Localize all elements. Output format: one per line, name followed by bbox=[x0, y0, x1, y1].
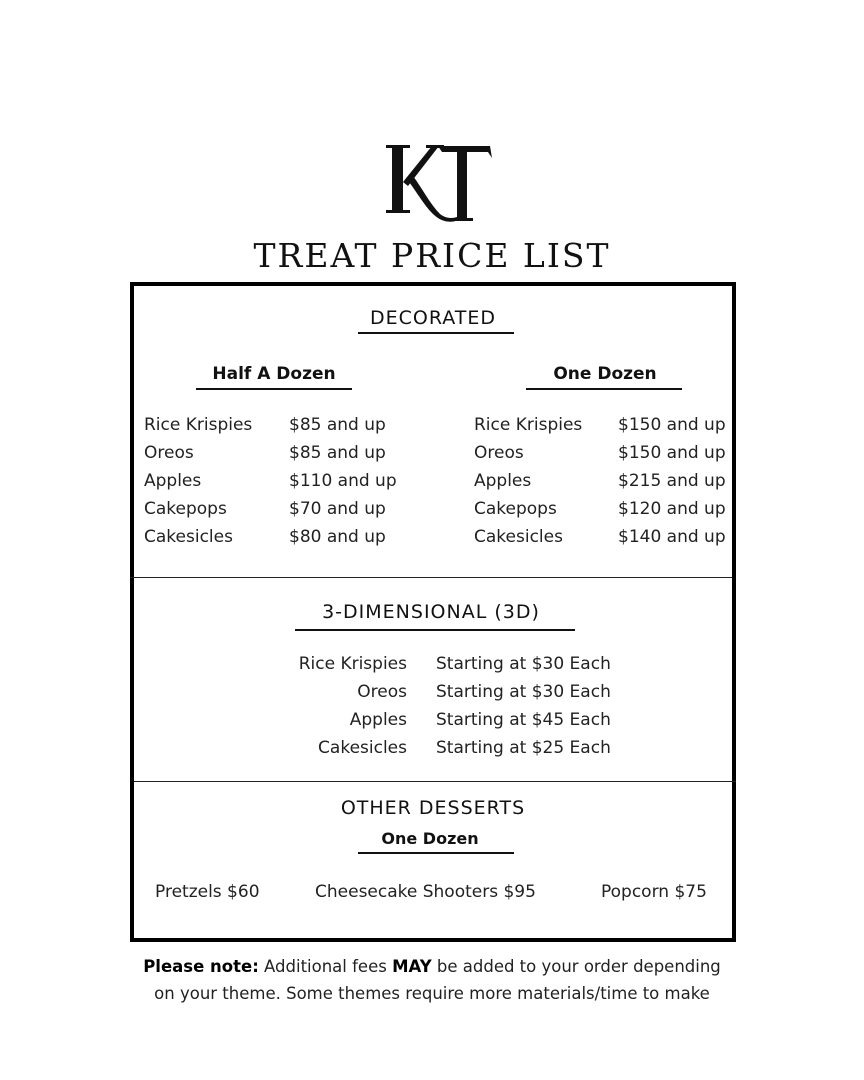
dozen-item-price: $150 and up bbox=[618, 443, 726, 463]
other-desserts-title: OTHER DESSERTS bbox=[340, 797, 526, 819]
dozen-item-name: Cakesicles bbox=[474, 527, 563, 547]
three-d-item-price: Starting at $30 Each bbox=[436, 654, 611, 674]
note-line-1 bbox=[0, 953, 864, 980]
dozen-item-price: $215 and up bbox=[618, 471, 726, 491]
three-d-item-name: Oreos bbox=[357, 682, 407, 702]
dozen-item-name: Oreos bbox=[474, 443, 524, 463]
other-item: Cheesecake Shooters $95 bbox=[315, 882, 536, 902]
note-text-2: be added to your order depending bbox=[431, 957, 721, 976]
one-dozen-underline bbox=[526, 388, 682, 390]
dozen-item-name: Cakepops bbox=[474, 499, 557, 519]
half-item-price: $85 and up bbox=[289, 415, 386, 435]
section-divider bbox=[134, 781, 736, 782]
note-line-2: on your theme. Some themes require more materials/time to make bbox=[154, 984, 710, 1003]
note-lead: Please note: bbox=[143, 957, 259, 976]
other-desserts-subtitle: One Dozen bbox=[381, 829, 479, 848]
half-item-price: $80 and up bbox=[289, 527, 386, 547]
price-list-box bbox=[130, 282, 736, 942]
half-item-price: $70 and up bbox=[289, 499, 386, 519]
decorated-underline bbox=[358, 332, 514, 334]
note-emphasis: MAY bbox=[392, 957, 432, 976]
decorated-title: DECORATED bbox=[369, 307, 497, 329]
other-desserts-underline bbox=[358, 852, 514, 854]
half-dozen-heading: Half A Dozen bbox=[212, 364, 336, 384]
half-item-name: Apples bbox=[144, 471, 202, 491]
three-d-item-price: Starting at $25 Each bbox=[436, 738, 611, 758]
three-d-underline bbox=[295, 629, 575, 631]
page-title: TREAT PRICE LIST bbox=[253, 236, 611, 275]
note bbox=[0, 953, 864, 1007]
three-d-title: 3-DIMENSIONAL (3D) bbox=[322, 601, 540, 623]
half-dozen-underline bbox=[196, 388, 352, 390]
three-d-item-name: Apples bbox=[349, 710, 407, 730]
three-d-item-price: Starting at $30 Each bbox=[436, 682, 611, 702]
dozen-item-price: $140 and up bbox=[618, 527, 726, 547]
half-item-price: $85 and up bbox=[289, 443, 386, 463]
half-item-name: Cakesicles bbox=[144, 527, 233, 547]
half-item-price: $110 and up bbox=[289, 471, 397, 491]
half-item-name: Cakepops bbox=[144, 499, 227, 519]
note-text-1: Additional fees bbox=[258, 957, 393, 976]
section-divider bbox=[130, 577, 732, 578]
dozen-item-name: Rice Krispies bbox=[474, 415, 583, 435]
one-dozen-heading: One Dozen bbox=[553, 364, 657, 384]
three-d-item-name: Cakesicles bbox=[318, 738, 407, 758]
half-item-name: Oreos bbox=[144, 443, 194, 463]
other-item: Pretzels $60 bbox=[155, 882, 260, 902]
three-d-item-name: Rice Krispies bbox=[298, 654, 407, 674]
half-item-name: Rice Krispies bbox=[144, 415, 253, 435]
three-d-item-price: Starting at $45 Each bbox=[436, 710, 611, 730]
dozen-item-price: $120 and up bbox=[618, 499, 726, 519]
kt-logo bbox=[382, 138, 496, 228]
dozen-item-price: $150 and up bbox=[618, 415, 726, 435]
dozen-item-name: Apples bbox=[474, 471, 532, 491]
other-item: Popcorn $75 bbox=[601, 882, 707, 902]
